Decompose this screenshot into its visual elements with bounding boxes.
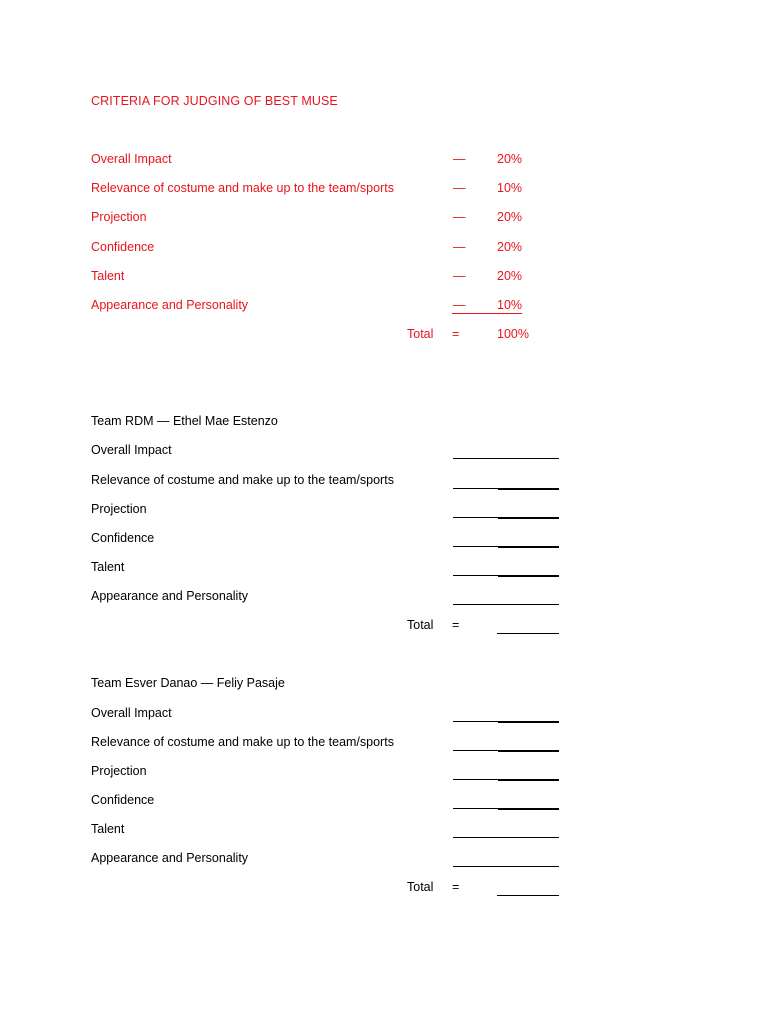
score-label: Confidence bbox=[91, 531, 155, 545]
criteria-dash: — bbox=[453, 210, 466, 224]
score-label: Overall Impact bbox=[91, 443, 172, 457]
team-title: Team Esver Danao — Feliy Pasaje bbox=[91, 676, 285, 690]
team-total-row bbox=[91, 880, 571, 898]
total-label: Total bbox=[407, 327, 434, 341]
criteria-percent: 10% bbox=[497, 181, 523, 195]
total-value: 100% bbox=[497, 327, 529, 341]
criteria-dash: — bbox=[453, 298, 466, 312]
criteria-label: Confidence bbox=[91, 240, 155, 254]
score-label: Appearance and Personality bbox=[91, 851, 249, 865]
criteria-percent: 20% bbox=[497, 269, 523, 283]
criteria-percent: 20% bbox=[497, 240, 523, 254]
score-blank-line[interactable] bbox=[453, 721, 559, 722]
criteria-underline bbox=[452, 313, 522, 314]
criteria-row bbox=[91, 152, 571, 170]
criteria-row bbox=[91, 298, 571, 316]
criteria-row bbox=[91, 269, 571, 287]
score-row bbox=[91, 531, 571, 549]
score-blank-line[interactable] bbox=[453, 837, 559, 838]
score-blank-line[interactable] bbox=[453, 546, 559, 547]
criteria-dash: — bbox=[453, 181, 466, 195]
team-total-row bbox=[91, 618, 571, 636]
criteria-label: Appearance and Personality bbox=[91, 298, 249, 312]
score-row bbox=[91, 502, 571, 520]
score-label: Appearance and Personality bbox=[91, 589, 249, 603]
score-blank-line[interactable] bbox=[453, 750, 559, 751]
score-label: Projection bbox=[91, 764, 147, 778]
score-row bbox=[91, 735, 571, 753]
score-blank-line[interactable] bbox=[453, 575, 559, 576]
score-row bbox=[91, 851, 571, 869]
score-row bbox=[91, 560, 571, 578]
total-equals: = bbox=[452, 880, 460, 894]
criteria-percent: 20% bbox=[497, 210, 523, 224]
score-blank-line[interactable] bbox=[453, 517, 559, 518]
score-row bbox=[91, 764, 571, 782]
team-title: Team RDM — Ethel Mae Estenzo bbox=[91, 414, 278, 428]
criteria-dash: — bbox=[453, 240, 466, 254]
total-blank-line[interactable] bbox=[497, 633, 559, 634]
criteria-title: CRITERIA FOR JUDGING OF BEST MUSE bbox=[91, 94, 338, 108]
score-label: Talent bbox=[91, 560, 125, 574]
score-blank-line[interactable] bbox=[453, 808, 559, 809]
score-blank-line[interactable] bbox=[453, 458, 559, 459]
score-blank-line[interactable] bbox=[453, 866, 559, 867]
score-row bbox=[91, 793, 571, 811]
score-row bbox=[91, 706, 571, 724]
criteria-row bbox=[91, 240, 571, 258]
total-label: Total bbox=[407, 618, 434, 632]
score-label: Confidence bbox=[91, 793, 155, 807]
criteria-label: Projection bbox=[91, 210, 147, 224]
score-blank-line[interactable] bbox=[453, 779, 559, 780]
total-equals: = bbox=[452, 618, 460, 632]
total-blank-line[interactable] bbox=[497, 895, 559, 896]
criteria-dash: — bbox=[453, 269, 466, 283]
score-label: Relevance of costume and make up to the team/sports bbox=[91, 735, 394, 749]
score-label: Talent bbox=[91, 822, 125, 836]
score-blank-line[interactable] bbox=[453, 604, 559, 605]
score-row bbox=[91, 473, 571, 491]
score-row bbox=[91, 589, 571, 607]
criteria-dash: — bbox=[453, 152, 466, 166]
criteria-row bbox=[91, 181, 571, 199]
criteria-row bbox=[91, 210, 571, 228]
score-label: Projection bbox=[91, 502, 147, 516]
score-row bbox=[91, 443, 571, 461]
criteria-total-row bbox=[91, 327, 571, 345]
score-blank-line[interactable] bbox=[453, 488, 559, 489]
total-equals: = bbox=[452, 327, 460, 341]
total-label: Total bbox=[407, 880, 434, 894]
score-label: Overall Impact bbox=[91, 706, 172, 720]
score-label: Relevance of costume and make up to the team/sports bbox=[91, 473, 394, 487]
criteria-label: Talent bbox=[91, 269, 125, 283]
criteria-label: Overall Impact bbox=[91, 152, 172, 166]
score-row bbox=[91, 822, 571, 840]
criteria-percent: 20% bbox=[497, 152, 523, 166]
criteria-percent: 10% bbox=[497, 298, 523, 312]
criteria-label: Relevance of costume and make up to the team/sports bbox=[91, 181, 394, 195]
